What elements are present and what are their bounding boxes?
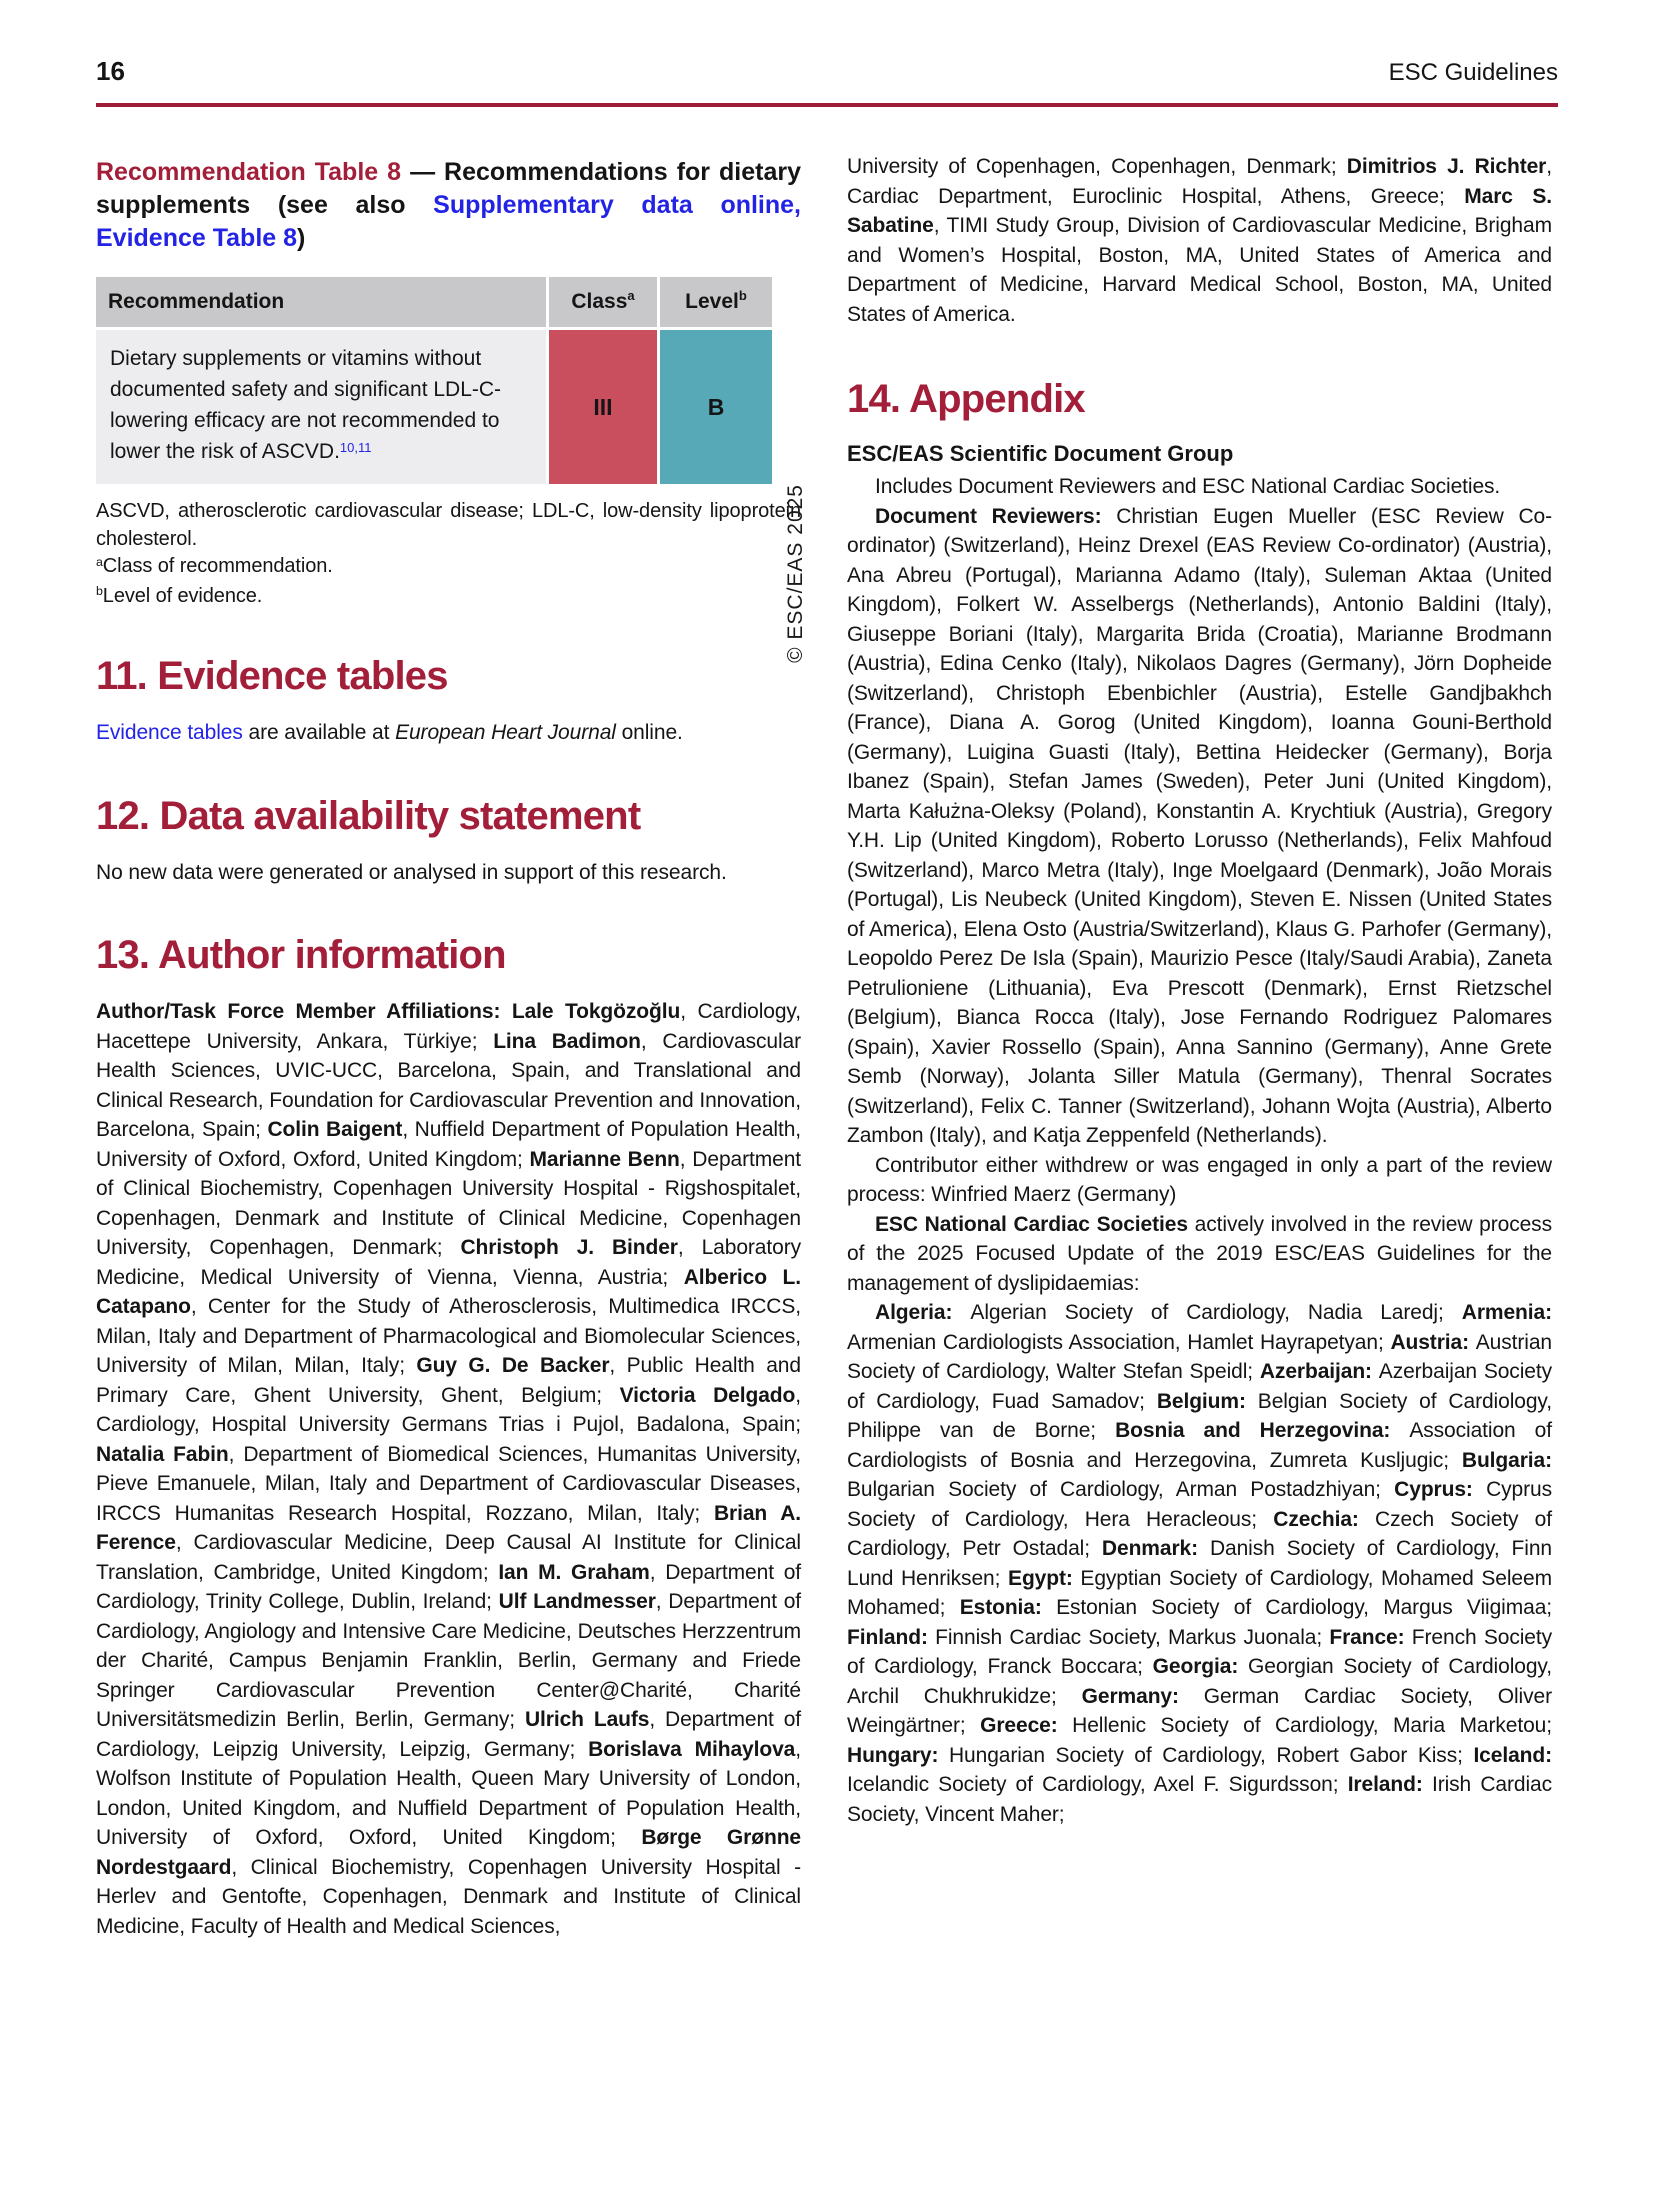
- text-segment: Austrian Society of Cardiology, Walter Stefan Speidl;: [847, 1330, 1552, 1383]
- text-segment: , Cardiology, Hacettepe University, Ankara, Türkiye;: [96, 1000, 802, 1053]
- bold-text-segment: Czechia:: [1273, 1507, 1376, 1531]
- section-heading-12: 12. Data availability statement: [96, 793, 641, 838]
- bold-text-segment: Cyprus:: [1394, 1478, 1487, 1501]
- left-column: [96, 152, 807, 1941]
- text-segment: Hungarian Society of Cardiology, Robert Gabor Kiss;: [948, 1743, 1474, 1767]
- bold-text-segment: Estonia:: [959, 1596, 1057, 1619]
- section-heading-14: 14. Appendix: [847, 377, 1085, 421]
- bold-text-segment: ESC National Cardiac Societies: [875, 1212, 1188, 1236]
- text-segment: Algerian Society of Cardiology, Nadia Laredj;: [970, 1301, 1462, 1324]
- text-segment: Belgian Society of Cardiology, Philippe van de Borne;: [847, 1389, 1552, 1442]
- bold-text-segment: Belgium:: [1156, 1389, 1258, 1413]
- table-header-level: [660, 277, 772, 327]
- section-heading-11: 11. Evidence tables: [96, 654, 448, 698]
- text-segment: Icelandic Society of Cardiology, Axel F. Sigurdsson;: [847, 1773, 1348, 1796]
- contributor-note-paragraph: Contributor either withdrew or was engaged in only a part of the review process: Winfried Maerz (Germany): [847, 1153, 1552, 1206]
- text-segment: are available at: [242, 721, 396, 744]
- two-column-layout: [96, 152, 1558, 1941]
- text-segment: , TIMI Study Group, Division of Cardiovascular Medicine, Brigham and Women’s Hospital, Boston, MA, United States of America and Department of Medicine, Harvard Medical School, Boston, MA, United States of America.: [847, 214, 1552, 326]
- bold-text-segment: Christoph J. Binder: [460, 1236, 678, 1259]
- bold-text-segment: Germany:: [1081, 1684, 1204, 1708]
- text-segment: Recommendation Table 8: [96, 158, 402, 186]
- text-segment: , Department of Clinical Biochemistry, Copenhagen University Hospital - Rigshospitalet, Copenhagen, Denmark and Institute of Clinical Medicine, Copenhagen University, Copenhagen, Denmark;: [96, 1147, 802, 1259]
- includes-reviewers-paragraph: Includes Document Reviewers and ESC National Cardiac Societies.: [875, 475, 1501, 498]
- bold-text-segment: Finland:: [847, 1625, 936, 1649]
- bold-text-segment: Bosnia and Herzegovina:: [1115, 1419, 1410, 1442]
- document-reviewers-paragraph: [847, 502, 1552, 1151]
- text-segment: — Recommendations for dietary supplements (see also: [96, 158, 801, 219]
- bold-text-segment: Brian A. Ference: [96, 1501, 801, 1554]
- bold-text-segment: Ulrich Laufs: [524, 1708, 650, 1731]
- author-affiliations-continuation: [847, 152, 1552, 329]
- link-text[interactable]: 10,11: [339, 439, 372, 455]
- page-header: [96, 0, 1558, 107]
- bold-text-segment: Borislava Mihaylova: [588, 1737, 796, 1761]
- evidence-tables-paragraph: [96, 718, 801, 748]
- text-segment: , Department of Cardiology, Trinity College, Dublin, Ireland;: [96, 1560, 802, 1613]
- text-segment: online.: [615, 721, 683, 744]
- text-segment: Dietary supplements or vitamins without documented safety and significant LDL-C-lowering efficacy are not recommended to lower the risk of ASCVD.: [110, 347, 502, 463]
- text-segment: actively involved in the review process of the 2025 Focused Update of the 2019 ESC/EAS Guidelines for the management of dyslipidaemias:: [847, 1212, 1552, 1295]
- bold-text-segment: Azerbaijan:: [1259, 1360, 1379, 1383]
- copyright-vertical-text: © ESC/EAS 2025: [784, 484, 807, 663]
- text-segment: German Cardiac Society, Oliver Weingärtner;: [847, 1684, 1552, 1737]
- author-affiliations-paragraph: [96, 997, 801, 1941]
- bold-text-segment: Document Reviewers:: [875, 504, 1117, 528]
- bold-text-segment: Greece:: [980, 1714, 1073, 1737]
- bold-text-segment: Bulgaria:: [1461, 1448, 1552, 1472]
- text-segment: , Nuffield Department of Population Health, University of Oxford, Oxford, United Kingdom;: [96, 1118, 802, 1171]
- footnote-abbreviations: [96, 498, 801, 553]
- text-segment: University of Copenhagen, Copenhagen, Denmark;: [847, 155, 1347, 178]
- bold-text-segment: Colin Baigent: [267, 1118, 403, 1141]
- class-cell: III: [549, 330, 657, 484]
- bold-text-segment: Georgia:: [1152, 1655, 1249, 1678]
- text-segment: Hellenic Society of Cardiology, Maria Marketou;: [1072, 1714, 1552, 1737]
- text-segment: ): [297, 224, 306, 252]
- national-cardiac-societies-paragraph: [847, 1210, 1552, 1299]
- text-segment: Finnish Cardiac Society, Markus Juonala;: [935, 1625, 1330, 1649]
- right-column: [847, 152, 1552, 1829]
- text-segment: European Heart Journal: [395, 721, 616, 744]
- text-segment: a: [627, 288, 635, 303]
- data-availability-paragraph: No new data were generated or analysed in support of this research.: [96, 860, 727, 884]
- recommendation-table-grid: [96, 277, 772, 484]
- text-segment: , Center for the Study of Atherosclerosis, Multimedica IRCCS, Milan, Italy and Department of Pharmacological and Biomolecular Sciences, University of Milan, Milan, Italy;: [96, 1295, 801, 1377]
- bold-text-segment: Victoria Delgado: [619, 1383, 796, 1407]
- text-segment: Level of evidence.: [102, 584, 263, 607]
- text-segment: b: [738, 288, 747, 303]
- section-heading-13: 13. Author information: [96, 933, 506, 977]
- text-segment: , Clinical Biochemistry, Copenhagen University Hospital - Herlev and Gentofte, Copenhagen, Denmark and Institute of Clinical Medicine, Faculty of Health and Medical Sciences,: [96, 1855, 801, 1938]
- level-cell: B: [660, 330, 772, 484]
- table-footnotes: [96, 498, 801, 612]
- text-segment: , Cardiovascular Health Sciences, UVIC-UCC, Barcelona, Spain, and Translational and Clinical Research, Foundation for Cardiovascular Prevention and Innovation, Barcelona, Spain;: [96, 1029, 801, 1141]
- text-segment: Class of recommendation.: [102, 555, 333, 577]
- text-segment: Estonian Society of Cardiology, Margus Viigimaa;: [1056, 1596, 1553, 1619]
- text-segment: Azerbaijan Society of Cardiology, Fuad Samadov;: [847, 1360, 1552, 1413]
- text-segment: , Cardiology, Hospital University Germans Trias i Pujol, Badalona, Spain;: [96, 1383, 801, 1436]
- bold-text-segment: Ian M. Graham: [498, 1560, 650, 1584]
- text-segment: , Department of Biomedical Sciences, Humanitas University, Pieve Emanuele, Milan, Italy and Department of Cardiovascular Diseases, IRCCS Humanitas Research Hospital, Rozzano, Milan, Italy;: [96, 1442, 801, 1525]
- bold-text-segment: Guy G. De Backer: [416, 1354, 610, 1377]
- bold-text-segment: Author/Task Force Member Affiliations: Lale Tokgözoğlu: [96, 1000, 681, 1023]
- bold-text-segment: Iceland:: [1473, 1743, 1552, 1767]
- footnote-class: [96, 553, 801, 583]
- text-segment: Egyptian Society of Cardiology, Mohamed Seleem Mohamed;: [847, 1566, 1552, 1619]
- text-segment: a: [96, 554, 103, 569]
- bold-text-segment: France:: [1329, 1625, 1412, 1649]
- bold-text-segment: Ulf Landmesser: [498, 1590, 656, 1613]
- text-segment: French Society of Cardiology, Franck Boccara;: [847, 1625, 1552, 1678]
- bold-text-segment: Alberico L. Catapano: [96, 1265, 801, 1318]
- text-segment: Irish Cardiac Society, Vincent Maher;: [847, 1773, 1552, 1826]
- bold-text-segment: Dimitrios J. Richter: [1346, 155, 1547, 178]
- text-segment: Class: [571, 290, 628, 313]
- bold-text-segment: Egypt:: [1008, 1566, 1081, 1590]
- text-segment: Georgian Society of Cardiology, Archil Chukhrukidze;: [847, 1655, 1552, 1708]
- text-segment: Level: [685, 290, 739, 313]
- bold-text-segment: Marc S. Sabatine: [847, 184, 1553, 237]
- bold-text-segment: Denmark:: [1101, 1537, 1210, 1560]
- text-segment: b: [96, 584, 103, 599]
- text-segment: Christian Eugen Mueller (ESC Review Co-ordinator) (Switzerland), Heinz Drexel (EAS Review Co-ordinator) (Austria), Ana Abreu (Portugal), Marianna Adamo (Italy), Suleman Aktaa (United Kingdom), Folkert W. Asselbergs (Netherlands), Antonio Baldini (Italy), Giuseppe Boriani (Italy), Margarita Brida (Croatia), Marianne Brodmann (Austria), Edina Cenko (Italy), Nikolaos Dagres (Germany), Jörn Dopheide (Switzerland), Christoph Ebenbichler (Austria), Estelle Gandjbakhch (France), Diana A. Gorog (United Kingdom), Ioanna Gouni-Berthold (Germany), Luigina Guasti (Italy), Bettina Heidecker (Germany), Borja Ibanez (Spain), Stefan James (Sweden), Peter Juni (United Kingdom), Marta Kałużna-Oleksy (Poland), Konstantin A. Krychtiuk (Austria), Gregory Y.H. Lip (United Kingdom), Roberto Lorusso (Netherlands), Felix Mahfoud (Switzerland), Marco Metra (Italy), Inge Moelgaard (Denmark), João Morais (Portugal), Lis Neubeck (United Kingdom), Steven E. Nissen (United States of America), Elena Osto (Austria/Switzerland), Klaus G. Parhofer (Germany), Leopoldo Perez De Isla (Spain), Maurizio Pesce (Italy/Saudi Arabia), Zaneta Petrulioniene (Lithuania), Eva Prescott (Denmark), Ernst Rietzschel (Belgium), Bianca Rocca (Italy), Jose Fernando Rodriguez Palomares (Spain), Xavier Rossello (Spain), Anna Sannino (Germany), Anne Grete Semb (Norway), Jolanta Siller Matula (Germany), Thenral Socrates (Switzerland), Felix C. Tanner (Switzerland), Johann Wojta (Austria), Alberto Zambon (Italy), and Katja Zeppenfeld (Netherlands).: [847, 504, 1552, 1147]
- bold-text-segment: Armenia:: [1461, 1301, 1552, 1324]
- bold-text-segment: Natalia Fabin: [96, 1442, 229, 1466]
- text-segment: Danish Society of Cardiology, Finn Lund Henriksen;: [847, 1537, 1552, 1590]
- scientific-document-group-subheading: ESC/EAS Scientific Document Group: [847, 441, 1234, 466]
- link-text[interactable]: Supplementary data online, Evidence Table 8: [96, 191, 801, 252]
- footnote-level: [96, 583, 801, 613]
- text-segment: , Department of Cardiology, Angiology and Intensive Care Medicine, Deutsches Herzzentrum der Charité, Campus Benjamin Franklin, Berlin, Germany and Friede Springer Cardiovascular Prevention Center@Charité, Charité Universitätsmedizin Berlin, Berlin, Germany;: [96, 1590, 802, 1731]
- text-segment: , Department of Cardiology, Leipzig University, Leipzig, Germany;: [96, 1708, 802, 1761]
- text-segment: Bulgarian Society of Cardiology, Arman Postadzhiyan;: [847, 1478, 1395, 1501]
- text-segment: Association of Cardiologists of Bosnia and Herzegovina, Zumreta Kusljugic;: [847, 1419, 1552, 1472]
- recommendation-table-title: [96, 156, 801, 255]
- bold-text-segment: Ireland:: [1347, 1773, 1432, 1796]
- bold-text-segment: Algeria:: [875, 1301, 971, 1324]
- recommendation-cell: [96, 330, 546, 484]
- countries-list-paragraph: [847, 1298, 1552, 1829]
- table-header-recommendation: Recommendation: [96, 277, 546, 327]
- bold-text-segment: Austria:: [1390, 1330, 1476, 1354]
- table-header-class: [549, 277, 657, 327]
- text-segment: , Public Health and Primary Care, Ghent University, Ghent, Belgium;: [96, 1354, 801, 1407]
- text-segment: , Cardiac Department, Euroclinic Hospital, Athens, Greece;: [847, 155, 1552, 208]
- text-segment: , Cardiovascular Medicine, Deep Causal AI Institute for Clinical Translation, Cambridge, United Kingdom;: [96, 1531, 801, 1584]
- page-number: 16: [96, 56, 125, 86]
- text-segment: Armenian Cardiologists Association, Hamlet Hayrapetyan;: [847, 1330, 1391, 1354]
- text-segment: , Laboratory Medicine, Medical University of Vienna, Vienna, Austria;: [96, 1236, 801, 1289]
- text-segment: ASCVD, atherosclerotic cardiovascular disease; LDL-C, low-density lipoprotein cholesterol.: [96, 500, 801, 550]
- link-text[interactable]: Evidence tables: [96, 721, 243, 744]
- bold-text-segment: Marianne Benn: [529, 1147, 680, 1171]
- bold-text-segment: Børge Grønne Nordestgaard: [96, 1826, 802, 1879]
- running-head: ESC Guidelines: [1388, 59, 1558, 86]
- text-segment: , Wolfson Institute of Population Health, Queen Mary University of London, London, United Kingdom, and Nuffield Department of Population Health, University of Oxford, Oxford, United Kingdom;: [96, 1737, 801, 1849]
- bold-text-segment: Lina Badimon: [493, 1029, 641, 1053]
- text-segment: Cyprus Society of Cardiology, Hera Heracleous;: [847, 1478, 1552, 1531]
- text-segment: Czech Society of Cardiology, Petr Ostadal;: [847, 1507, 1552, 1560]
- bold-text-segment: Hungary:: [847, 1743, 949, 1767]
